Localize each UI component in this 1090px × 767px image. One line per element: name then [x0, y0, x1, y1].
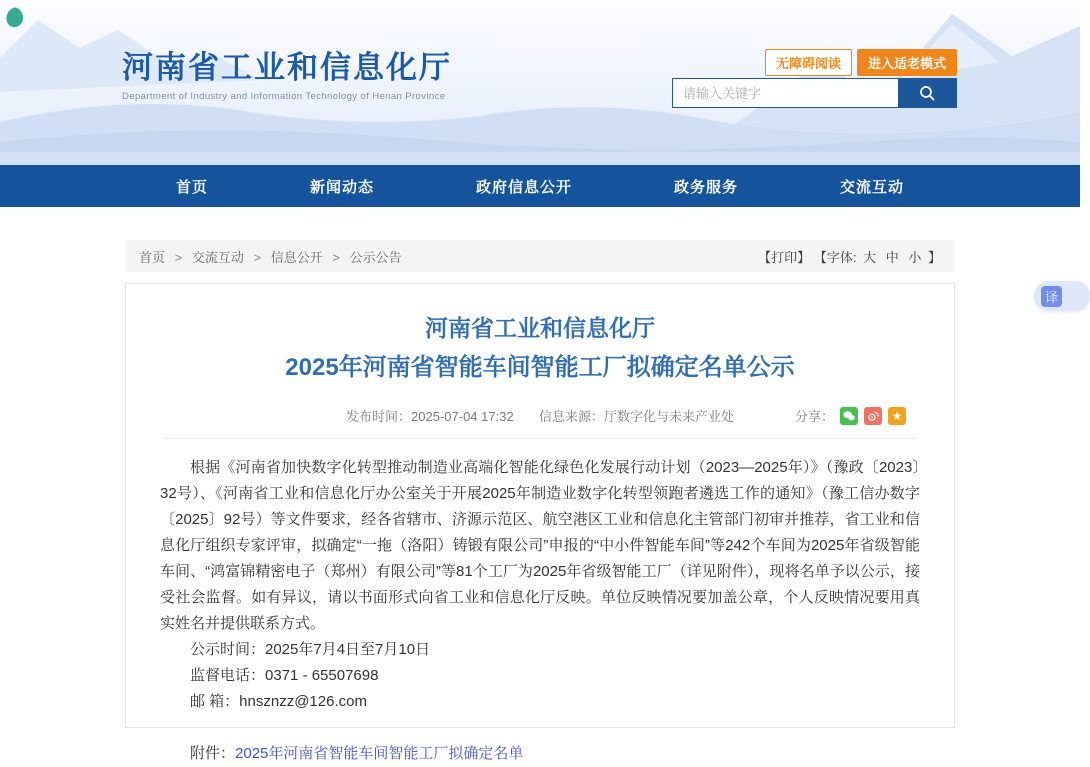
main-nav	[0, 165, 1080, 207]
accessibility-reading-button[interactable]: 无障碍阅读	[765, 49, 852, 76]
font-size-label-close: 】	[927, 249, 941, 265]
search-input[interactable]	[673, 79, 898, 107]
breadcrumb-info-disclosure[interactable]: 信息公开	[270, 249, 323, 265]
translate-float-button[interactable]	[1034, 281, 1090, 311]
article-paragraph: 根据《河南省加快数字化转型推动制造业高端化智能化绿色化发展行动计划（2023—2025年）》（豫政〔2023〕32号）、《河南省工业和信息化厅办公室关于开展2025年制造业数字化转型领跑者遴选工作的通知》（豫工信办数字〔2025〕92号）等文件要求，经各省辖市、济源示范区、航空港区工业和信息化主管部门初审并推荐，省工业和信息化厅组织专家评审，拟确定“一拖（洛阳）铸锻有限公司”申报的“中小件智能车间”等242个车间为2025年省级智能车间、“鸿富锦精密电子（郑州）有限公司”等81个工厂为2025年省级智能工厂（详见附件），现将名单予以公示，接受社会监督。如有异议，请以书面形式向省工业和信息化厅反映。单位反映情况要加盖公章，个人反映情况要用真实姓名并提供联系方式。	[160, 459, 920, 632]
nav-item-home[interactable]: 首页	[175, 178, 208, 196]
share-label: 分享：	[794, 409, 834, 424]
breadcrumb	[139, 247, 402, 266]
article-meta	[160, 406, 920, 428]
elder-mode-button[interactable]: 进入适老模式	[857, 49, 957, 76]
page-toolbar	[758, 247, 941, 266]
supervision-phone: 监督电话：0371 - 65507698	[190, 667, 379, 684]
translate-icon: 译	[1041, 286, 1062, 307]
site-logo[interactable]	[122, 42, 452, 102]
search-icon	[918, 84, 936, 102]
publish-time: 2025-07-04 17:32	[411, 409, 514, 424]
attachment-link[interactable]: 2025年河南省智能车间智能工厂拟确定名单	[235, 745, 524, 762]
article-card	[125, 283, 955, 762]
publish-time-label: 发布时间：	[346, 409, 412, 424]
breadcrumb-separator: >	[253, 249, 262, 265]
attachment-row	[160, 741, 920, 767]
nav-item-gov-info[interactable]: 政府信息公开	[475, 178, 572, 196]
source: 厅数字化与未来产业处	[603, 409, 734, 424]
nav-item-services[interactable]: 政务服务	[673, 178, 738, 196]
weibo-share-icon[interactable]	[864, 407, 882, 425]
site-title-en: Department of Industry and Information Technology of Henan Province	[122, 91, 446, 102]
contact-email: 邮 箱：hnsznzz@126.com	[190, 693, 367, 710]
breadcrumb-bar	[125, 240, 955, 272]
nav-item-interaction[interactable]: 交流互动	[839, 178, 904, 196]
site-title: 河南省工业和信息化厅	[122, 50, 452, 85]
font-size-large[interactable]: 大	[863, 249, 877, 265]
attachment-label: 附件：	[190, 745, 236, 762]
site-header	[0, 0, 1080, 165]
breadcrumb-announcements[interactable]: 公示公告	[349, 249, 402, 265]
print-button[interactable]: 【打印】	[758, 249, 811, 265]
publicity-period: 公示时间：2025年7月4日至7月10日	[190, 641, 431, 658]
source-label: 信息来源：	[538, 409, 604, 424]
search-bar	[672, 78, 957, 108]
article-title-line2: 2025年河南省智能车间智能工厂拟确定名单公示	[285, 354, 795, 381]
breadcrumb-separator: >	[174, 249, 183, 265]
nav-item-news[interactable]: 新闻动态	[309, 178, 374, 196]
font-size-small[interactable]: 小	[908, 249, 922, 265]
wechat-share-icon[interactable]	[840, 407, 858, 425]
breadcrumb-home[interactable]: 首页	[139, 249, 166, 265]
breadcrumb-separator: >	[332, 249, 340, 265]
qzone-share-icon[interactable]: ★	[888, 407, 906, 425]
font-size-medium[interactable]: 中	[885, 249, 899, 265]
header-actions	[765, 49, 957, 76]
share-bar	[795, 406, 906, 425]
breadcrumb-interaction[interactable]: 交流互动	[191, 249, 244, 265]
article-body	[160, 439, 920, 767]
article-title-line1: 河南省工业和信息化厅	[425, 315, 655, 341]
search-button[interactable]	[898, 79, 956, 107]
font-size-label: 【字体:	[813, 249, 857, 265]
